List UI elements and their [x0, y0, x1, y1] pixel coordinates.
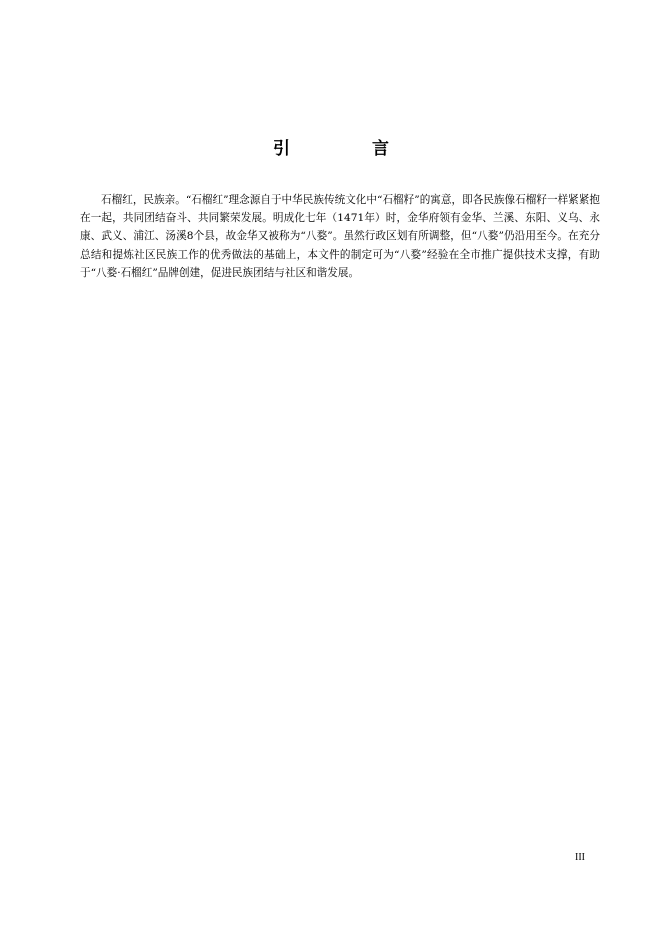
- intro-paragraph: 石榴红，民族亲。“石榴红”理念源自于中华民族传统文化中“石榴籽”的寓意，即各民族像石榴籽一样紧紧抱在一起，共同团结奋斗、共同繁荣发展。明成化七年（1471年）时，金华府领有金华、兰溪、东阳、义乌、永康、武义、浦江、汤溪8个县，故金华又被称为“八婺”。虽然行政区划有所调整，但“八婺”仍沿用至今。在充分总结和提炼社区民族工作的优秀做法的基础上，本文件的制定可为“八婺”经验在全市推广提供技术支撑，有助于“八婺·石榴红”品牌创建，促进民族团结与社区和谐发展。: [80, 194, 600, 279]
- page-number: III: [575, 852, 585, 863]
- page-title: 引 言: [273, 139, 427, 159]
